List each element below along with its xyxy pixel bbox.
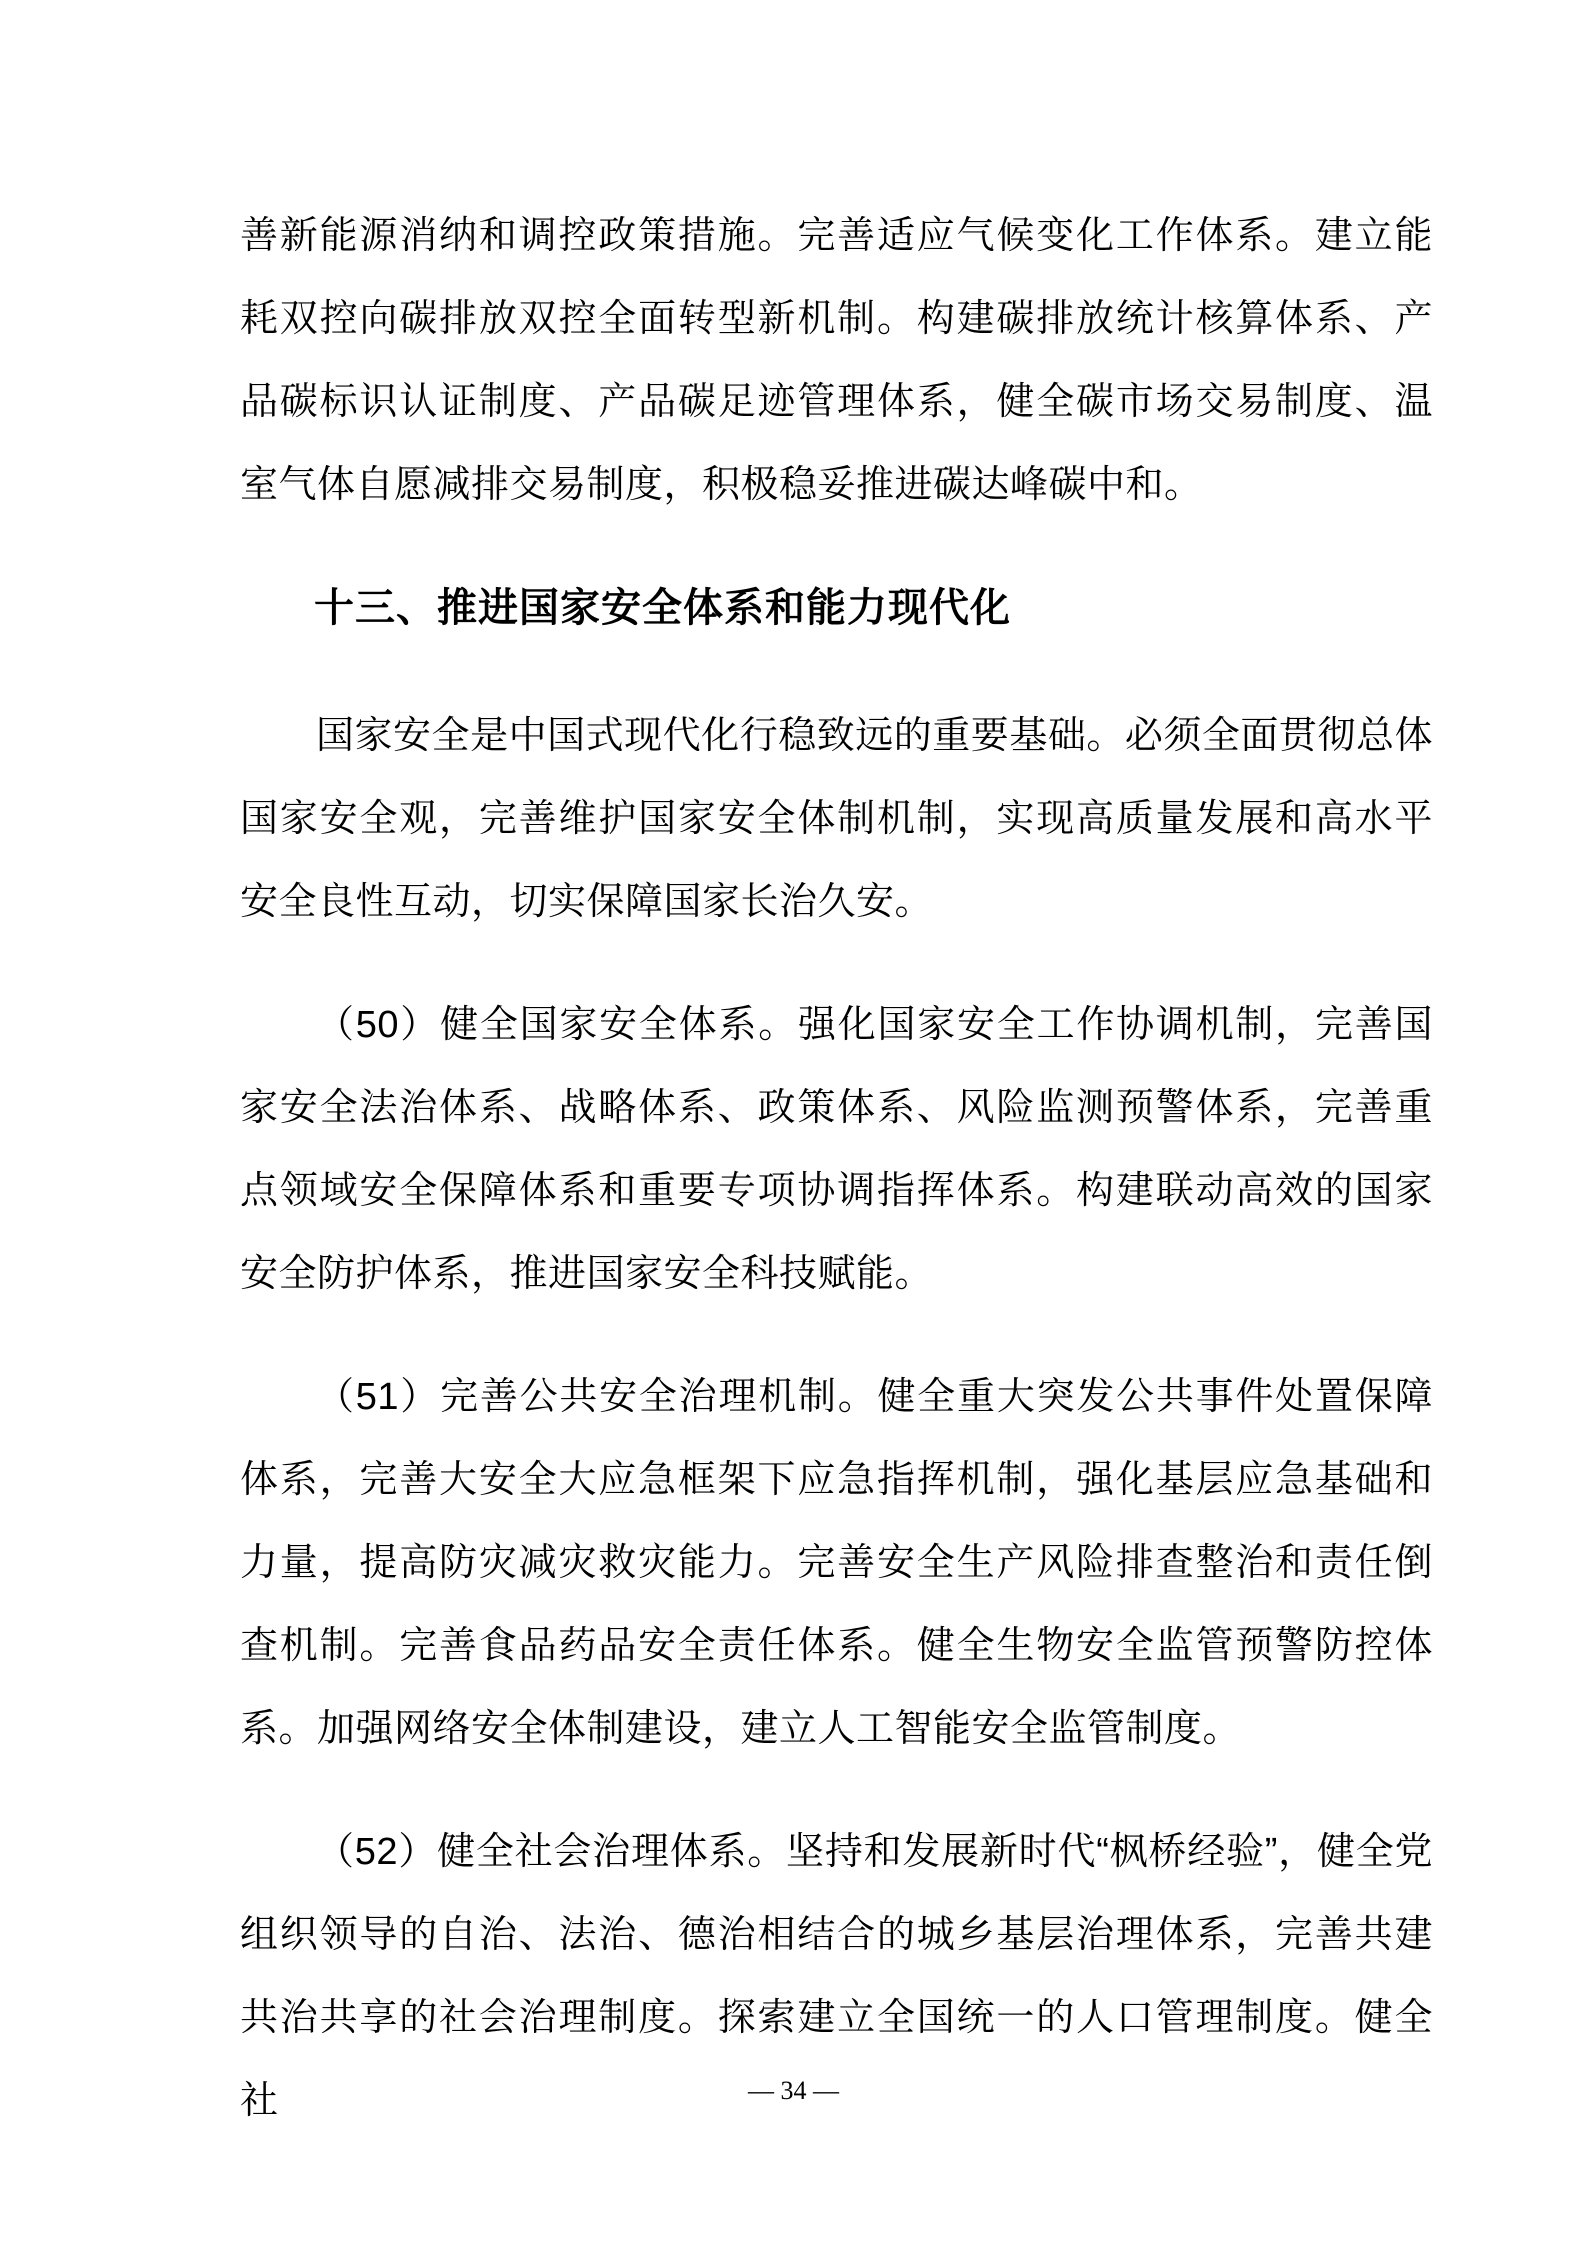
section-heading-13-national-security: 十三、推进国家安全体系和能力现代化 (314, 586, 1011, 630)
body-text (240, 195, 1433, 2183)
paragraph-item-50: （50）健全国家安全体系。强化国家安全工作协调机制，完善国家安全法治体系、战略体系、政策体系、风险监测预警体系，完善重点领域安全保障体系和重要专项协调指挥体系。构建联动高效的国家安全防护体系，推进国家安全科技赋能。 (240, 1004, 1433, 1295)
paragraph-item-51: （51）完善公共安全治理机制。健全重大突发公共事件处置保障体系，完善大安全大应急框架下应急指挥机制，强化基层应急基础和力量，提高防灾减灾救灾能力。完善安全生产风险排查整治和责任倒查机制。完善食品药品安全责任体系。健全生物安全监管预警防控体系。加强网络安全体制建设，建立人工智能安全监管制度。 (240, 1376, 1433, 1750)
page-number: — 34 — (748, 2076, 839, 2105)
paragraph-national-security-intro: 国家安全是中国式现代化行稳致远的重要基础。必须全面贯彻总体国家安全观，完善维护国家安全体制机制，实现高质量发展和高水平安全良性互动，切实保障国家长治久安。 (240, 715, 1433, 923)
paragraph-carbon-policy-continuation: 善新能源消纳和调控政策措施。完善适应气候变化工作体系。建立能耗双控向碳排放双控全面转型新机制。构建碳排放统计核算体系、产品碳标识认证制度、产品碳足迹管理体系，健全碳市场交易制度、温室气体自愿减排交易制度，积极稳妥推进碳达峰碳中和。 (240, 215, 1433, 506)
paragraph-item-52: （52）健全社会治理体系。坚持和发展新时代“枫桥经验”，健全党组织领导的自治、法治、德治相结合的城乡基层治理体系，完善共建共治共享的社会治理制度。探索建立全国统一的人口管理制度。健全社 (240, 1831, 1433, 2122)
